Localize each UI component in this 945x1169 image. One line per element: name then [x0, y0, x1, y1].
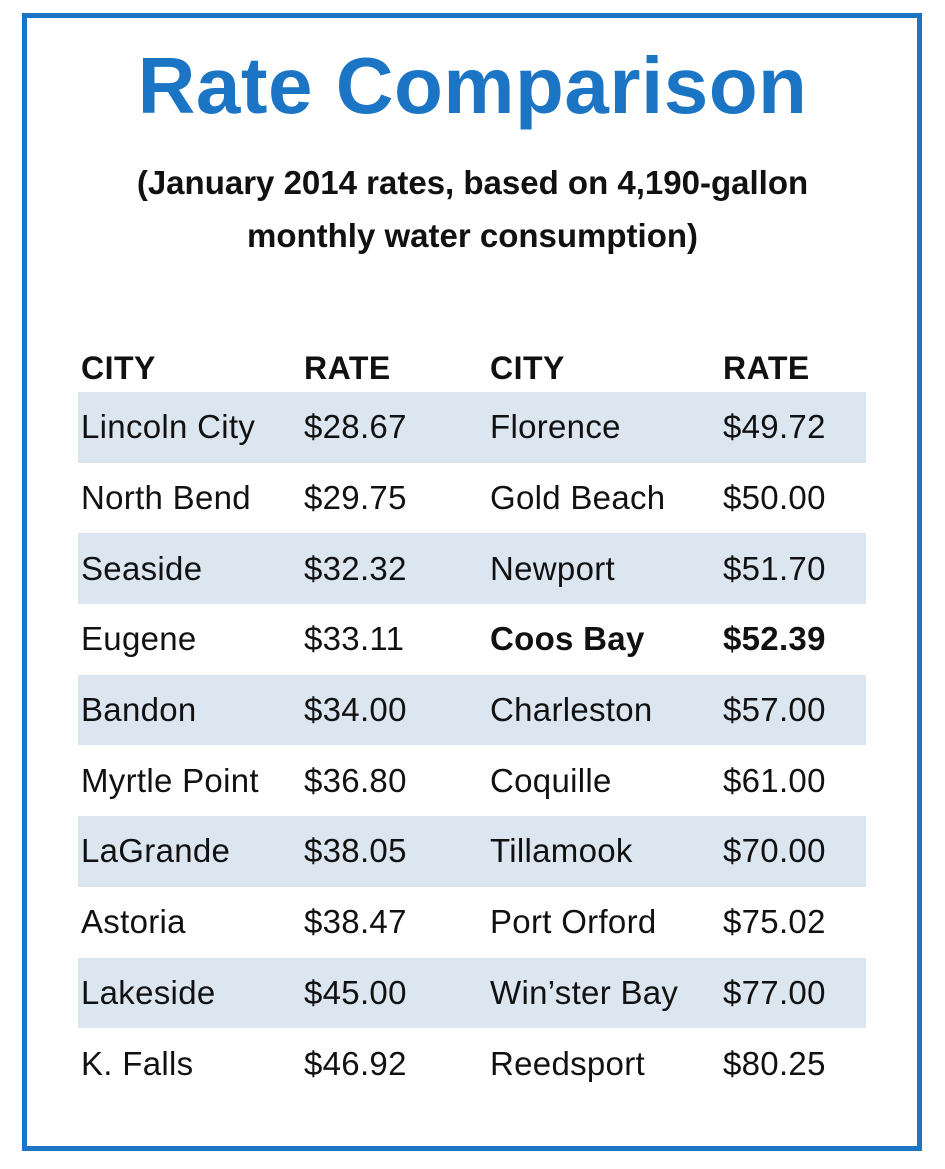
rate-cell: $61.00 [723, 761, 826, 799]
rate-cell: $50.00 [723, 479, 826, 517]
table-row [78, 533, 866, 604]
table-row [78, 958, 866, 1029]
table-row [78, 392, 866, 463]
rate-cell: $33.11 [304, 620, 405, 658]
header-city-2: CITY [490, 350, 565, 386]
table-row [78, 745, 866, 816]
rate-cell: $75.02 [723, 903, 826, 941]
table-row [78, 887, 866, 958]
rate-cell: $29.75 [304, 479, 407, 517]
subtitle [0, 156, 945, 262]
table-header [78, 336, 866, 392]
table-row [78, 604, 866, 675]
subtitle-line-2: monthly water consumption) [246, 217, 698, 254]
city-cell: Bandon [81, 691, 197, 729]
city-cell: Reedsport [490, 1044, 645, 1082]
rate-cell: $34.00 [304, 691, 407, 729]
city-cell-highlighted: Coos Bay [490, 620, 645, 658]
city-cell: K. Falls [81, 1044, 194, 1082]
rate-cell: $36.80 [304, 761, 407, 799]
city-cell: Win’ster Bay [490, 973, 679, 1011]
table-row [78, 675, 866, 746]
rate-cell: $77.00 [723, 973, 826, 1011]
city-cell: Florence [490, 408, 621, 446]
table-row [78, 463, 866, 534]
city-cell: Newport [490, 549, 615, 587]
header-rate-1: RATE [304, 350, 391, 386]
city-cell: Charleston [490, 691, 653, 729]
rate-cell: $57.00 [723, 691, 826, 729]
rate-cell: $38.47 [304, 903, 407, 941]
table-row [78, 816, 866, 887]
rate-cell: $38.05 [304, 832, 407, 870]
header-city-1: CITY [81, 350, 156, 386]
subtitle-line-1: (January 2014 rates, based on 4,190-gallon [136, 164, 809, 201]
rate-cell-highlighted: $52.39 [723, 620, 826, 658]
city-cell: Tillamook [490, 832, 633, 870]
header-rate-2: RATE [723, 350, 810, 386]
city-cell: Lakeside [81, 973, 216, 1011]
city-cell: Seaside [81, 549, 203, 587]
rate-cell: $49.72 [723, 408, 826, 446]
city-cell: Astoria [81, 903, 186, 941]
rate-table [78, 336, 866, 1099]
page-title: Rate Comparison [137, 41, 808, 130]
city-cell: Port Orford [490, 903, 657, 941]
table-row [78, 1028, 866, 1099]
city-cell: North Bend [81, 479, 251, 517]
rate-cell: $28.67 [304, 408, 407, 446]
city-cell: Lincoln City [81, 408, 256, 446]
city-cell: Coquille [490, 761, 612, 799]
city-cell: Gold Beach [490, 479, 666, 517]
rate-cell: $70.00 [723, 832, 826, 870]
city-cell: LaGrande [81, 832, 231, 870]
rate-cell: $46.92 [304, 1044, 407, 1082]
rate-cell: $51.70 [723, 549, 826, 587]
city-cell: Eugene [81, 620, 197, 658]
rate-cell: $80.25 [723, 1044, 826, 1082]
city-cell: Myrtle Point [81, 761, 259, 799]
rate-cell: $45.00 [304, 973, 407, 1011]
rate-cell: $32.32 [304, 549, 407, 587]
